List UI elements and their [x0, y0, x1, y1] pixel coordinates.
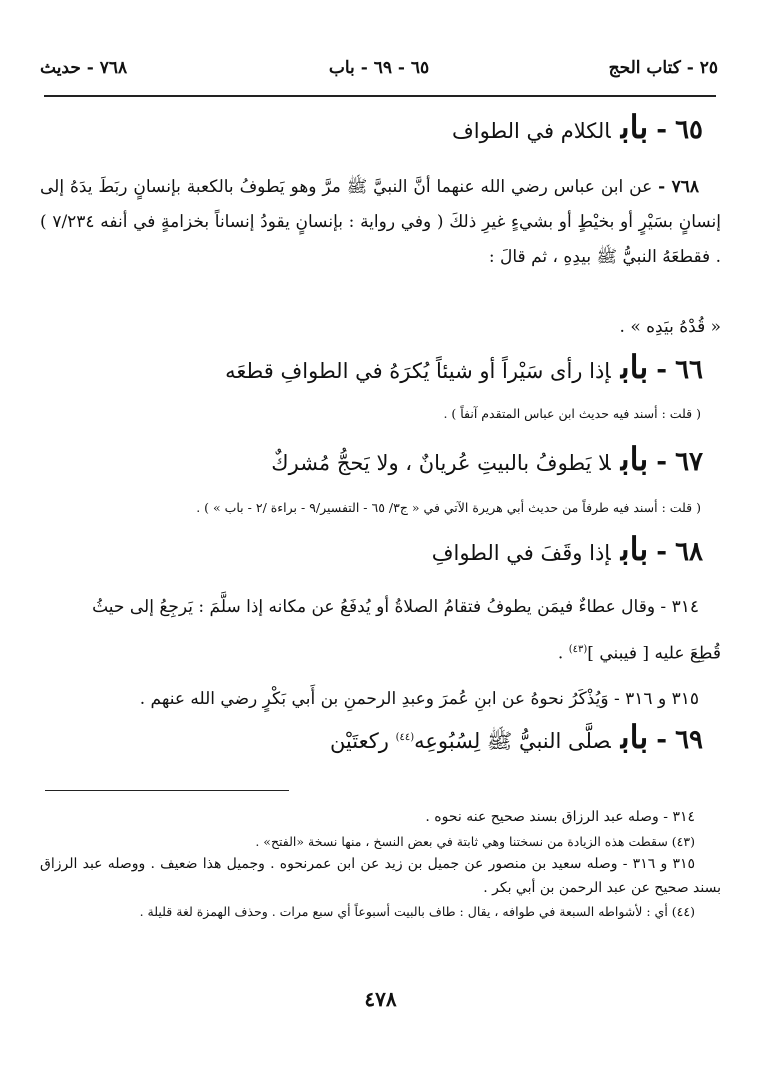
chapter-title: إذا رأى سَيْراً أو شيئاً يُكرَهُ في الطوافِ قطعَه: [225, 359, 611, 383]
chapter-dash: -: [656, 725, 668, 755]
chapter-heading-69: [40, 718, 703, 759]
chapter-number: ٦٧: [675, 447, 703, 477]
hadith-768: [40, 170, 721, 275]
chapter-dash: -: [656, 355, 668, 385]
chapter-title: صلَّى النبيُّ ﷺ لِسُبُوعِه: [414, 729, 611, 753]
hadith-768-end: [40, 310, 721, 345]
header-rule: [44, 95, 716, 97]
footnote-44: (٤٤) أي : لأشواطه السبعة في طوافه ، يقال : طاف بالبيت أسبوعاً أي سبع مرات . وحذف الهمزة لغة قليلة .: [139, 904, 695, 919]
hadith-line: بالكعبة بإنسانٍ ربَطَ يدَهُ إلى إنسانٍ بسَيْرٍ أو بخيْطٍ أو بشيءٍ غيرِ ذلكَ ( وفي رواية :: [40, 177, 721, 232]
athar-period: .: [557, 643, 564, 664]
footnotes: [40, 806, 721, 924]
header-hadith-number: ٧٦٨ - حديث: [40, 58, 128, 78]
athar-314-end: [40, 632, 721, 672]
hadith-number: ٧٦٨ -: [658, 177, 699, 197]
chapter-bab-word: باب: [620, 348, 649, 386]
chapter-title: إذا وقَفَ في الطوافِ: [431, 541, 611, 565]
hadith-line: عن ابن عباس رضي الله عنهما أنَّ النبيَّ ﷺ مرَّ وهو يَطوفُ: [239, 177, 653, 197]
chapter-number: ٦٥: [675, 115, 703, 145]
chapter-heading-67: [40, 440, 703, 478]
footnote-ref-44[interactable]: (٤٤): [395, 732, 415, 743]
chapter-heading-68: [40, 530, 703, 568]
chapter-number: ٦٨: [675, 537, 703, 567]
chapter-heading-65: [40, 108, 703, 146]
header-chapter-range: ٦٥ - ٦٩ - باب: [328, 58, 430, 78]
chapter-number: ٦٦: [675, 355, 703, 385]
chapter-dash: -: [656, 447, 668, 477]
footnote-315-316: ٣١٥ و ٣١٦ - وصله سعيد بن منصور عن جميل بن زيد عن ابن عمرنحوه . وجميل هذا ضعيف . ووصله عبد الرزاق بسند صحيح عن عبد الرحمن بن أبي بكر .: [40, 856, 721, 896]
footnote-43: (٤٣) سقطت هذه الزيادة من نسختنا وهي ثابتة في بعض النسخ ، منها نسخة «الفتح» .: [255, 833, 695, 849]
athar-315-316: [40, 682, 721, 717]
athar-314: [40, 590, 721, 625]
athar-line: ٣١٥ و ٣١٦ - وَيُذْكَرُ نحوهُ عن ابنِ عُمرَ وعبدِ الرحمنِ بن أَبي بَكْرٍ رضي الله عنهم .: [139, 689, 699, 709]
chapter-bab-word: باب: [620, 108, 649, 146]
hadith-line: « قُدْهُ بيَدِه » .: [619, 317, 721, 337]
chapter-bab-word: باب: [620, 718, 649, 756]
footnote-314: ٣١٤ - وصله عبد الرزاق بسند صحيح عنه نحوه .: [425, 809, 695, 825]
chapter-number: ٦٩: [675, 725, 703, 755]
header-book-title: ٢٥ - كتاب الحج: [608, 58, 718, 78]
footnote-separator: [45, 790, 289, 791]
chapter-dash: -: [656, 115, 668, 145]
athar-line: ٣١٤ - وقال عطاءٌ فيمَن يطوفُ فتقامُ الصلاةُ أو يُدفَعُ عن مكانه إذا سلَّمَ : يَرجِعُ إلى حيثُ: [92, 597, 699, 617]
chapter-heading-66: [40, 348, 703, 386]
editor-note-66: ( قلت : أسند فيه حديث ابن عباس المتقدم آنفاً ) .: [443, 406, 701, 421]
chapter-bab-word: باب: [620, 440, 649, 478]
chapter-title-end: ركعتَيْن: [329, 729, 389, 753]
chapter-bab-word: باب: [620, 530, 649, 568]
chapter-dash: -: [656, 537, 668, 567]
chapter-title: لا يَطوفُ بالبيتِ عُريانٌ ، ولا يَحجُّ مُشركٌ: [271, 451, 611, 475]
chapter-title: الكلام في الطواف: [451, 119, 611, 143]
hadith-line: بإنسانٍ يقودُ إنساناً بخزامةٍ في أنفه ٧/٢٣٤ ) . فقطعَهُ النبيُّ ﷺ بيدِهِ ، ثم قالَ :: [40, 212, 721, 267]
athar-line: قُطِعَ عليه [ فيبني ]: [587, 643, 721, 664]
page-number: ٤٧٨: [364, 987, 397, 1011]
editor-note-67: ( قلت : أسند فيه طرفاً من حديث أبي هريرة الآتي في « ج٣/ ٦٥ - التفسير/٩ - براءة /٢ - باب » ) .: [196, 500, 701, 515]
footnote-ref-43[interactable]: (٤٣): [568, 644, 588, 655]
running-header: [40, 58, 718, 88]
